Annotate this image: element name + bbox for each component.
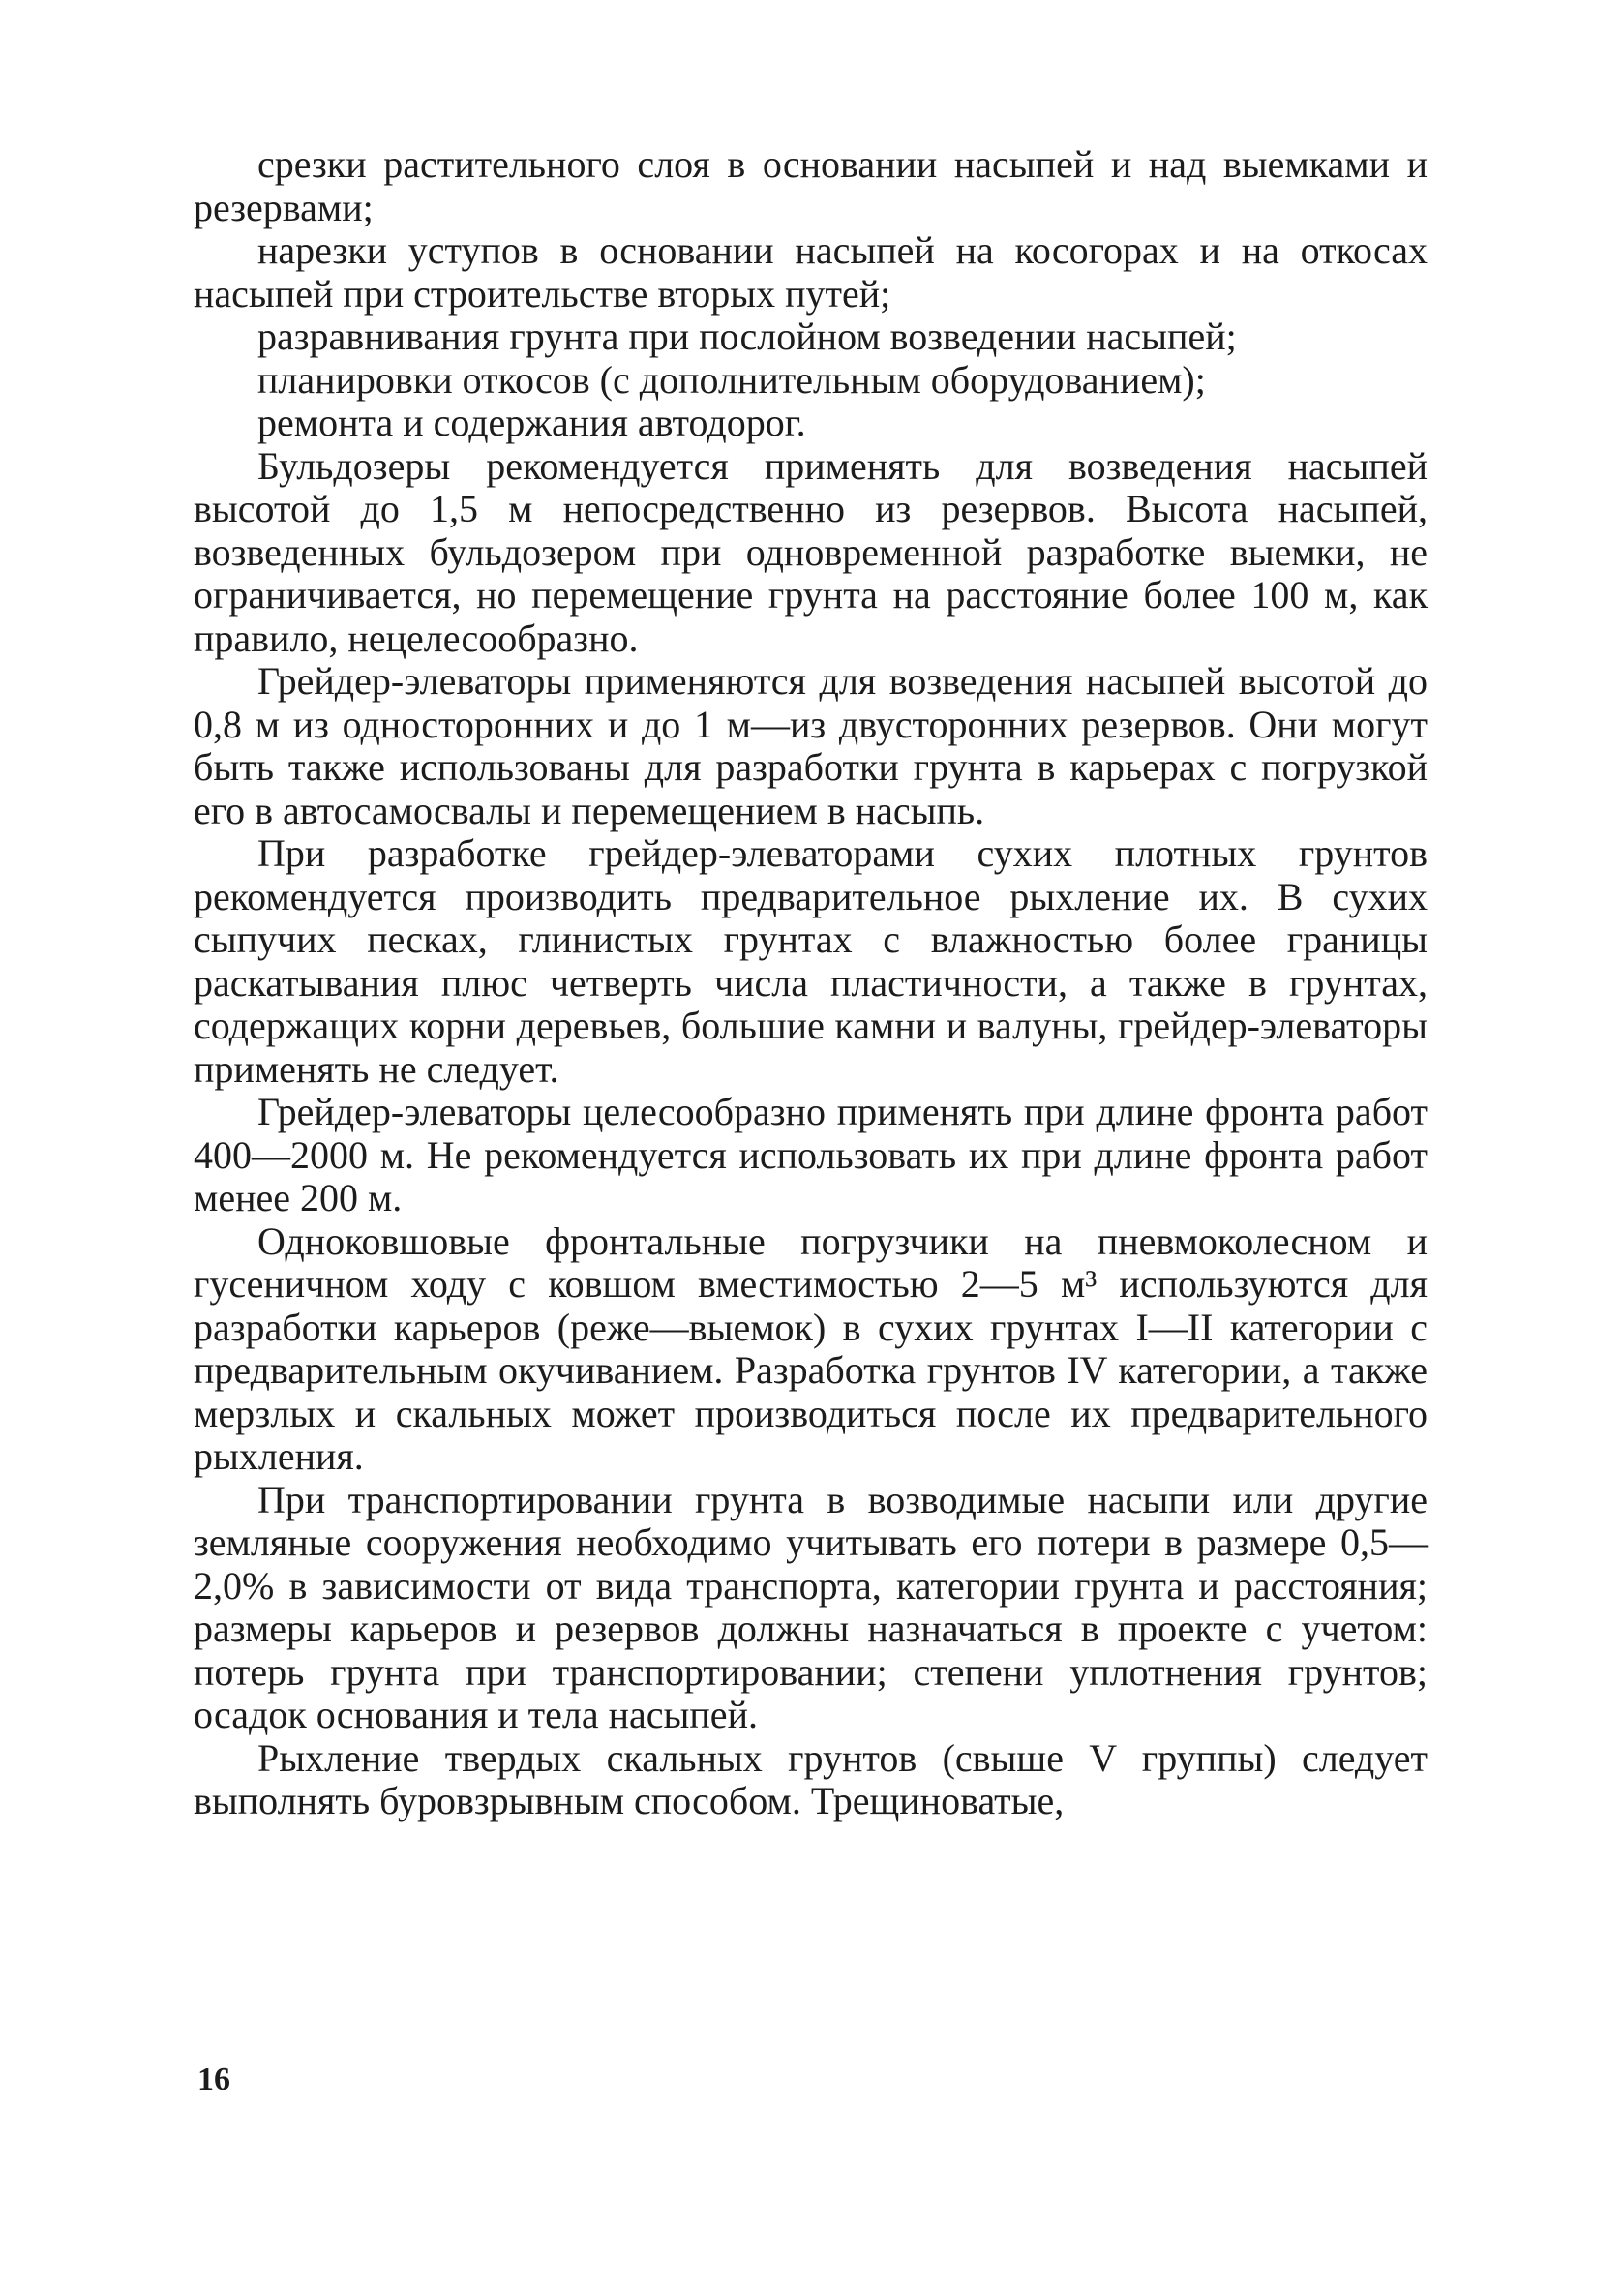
paragraph-transport-losses: При транспортировании грунта в возводимые насыпи или другие земляные сооружения необходимо учитывать его потери в размере 0,5—2,0% в зависимости от вида транспорта, категории грунта и расстояния; размеры карьеров и резервов должны назначаться в проекте с учетом: потерь грунта при транспортировании; степени уплотнения грунтов; осадок основания и тела насыпей. <box>194 1477 1428 1736</box>
list-item-road-maintenance: ремонта и содержания автодорог. <box>257 401 806 444</box>
page-number: 16 <box>197 2061 230 2097</box>
paragraph-loaders: Одноковшовые фронтальные погрузчики на пневмоколесном и гусеничном ходу с ковшом вместимостью 2—5 м³ используются для разработки карьеров (реже—выемок) в сухих грунтах I—II категории с предварительным окучиванием. Разработка грунтов IV категории, а также мерзлых и скальных может производиться после их предварительного рыхления. <box>194 1218 1428 1478</box>
list-item-leveling: разравнивания грунта при послойном возведении насыпей; <box>257 315 1237 358</box>
list-item-benches: нарезки уступов в основании насыпей на косогорах и на откосах насыпей при строительстве вторых путей; <box>194 228 1428 316</box>
list-item-slope-grading: планировки откосов (с дополнительным оборудованием); <box>257 357 1206 402</box>
list-item-topsoil: срезки растительного слоя в основании насыпей и над выемками и резервами; <box>194 142 1428 229</box>
paragraph-ripping: Рыхление твердых скальных грунтов (свыше V группы) следует выполнять буровзрывным способом. Трещиноватые, <box>194 1735 1428 1822</box>
body-text <box>194 143 1428 1823</box>
paragraph-dry-soils: При разработке грейдер-элеваторами сухих плотных грунтов рекомендуется производить предварительное рыхление их. В сухих сыпучих песках, глинистых грунтах с влажностью более границы раскатывания плюс четверть числа пластичности, а также в грунтах, содержащих корни деревьев, большие камни и валуны, грейдер-элеваторы применять не следует. <box>194 831 1428 1091</box>
paragraph-grader-elevators: Грейдер-элеваторы применяются для возведения насыпей высотой до 0,8 м из односторонних и до 1 м—из двусторонних резервов. Они могут быть также использованы для разработки грунта в карьерах с погрузкой его в автосамосвалы и перемещением в насыпь. <box>194 659 1428 832</box>
paragraph-bulldozers: Бульдозеры рекомендуется применять для возведения насыпей высотой до 1,5 м непосредственно из резервов. Высота насыпей, возведенных бульдозером при одновременной разработке выемки, не ограничивается, но перемещение грунта на расстояние более 100 м, как правило, нецелесообразно. <box>194 443 1428 660</box>
paragraph-work-front: Грейдер-элеваторы целесообразно применять при длине фронта работ 400—2000 м. Не рекомендуется использовать их при длине фронта работ менее 200 м. <box>194 1090 1428 1219</box>
